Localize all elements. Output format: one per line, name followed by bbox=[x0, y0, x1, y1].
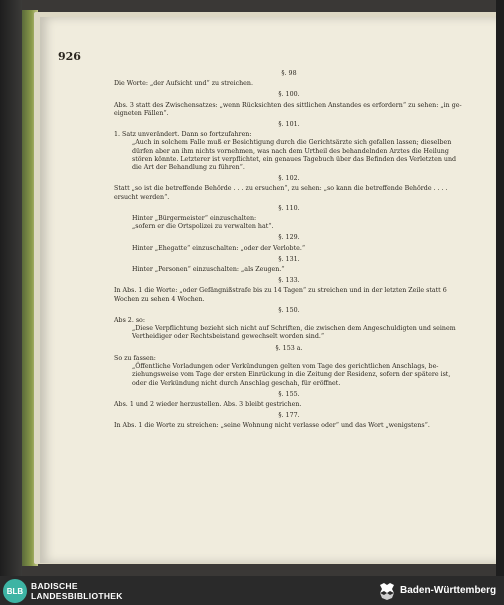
coat-of-arms-icon bbox=[377, 581, 397, 601]
state-name[interactable]: Baden-Württemberg bbox=[400, 585, 497, 596]
paragraph: Hinter „Ehegatte“ einzuschalten: „oder der Verlobte.“ bbox=[132, 244, 306, 252]
footer-bar bbox=[0, 576, 504, 605]
section-heading: §. 131. bbox=[278, 255, 300, 263]
scan-right-edge bbox=[496, 0, 504, 576]
paragraph: In Abs. 1 die Worte zu streichen: „seine Wohnung nicht verlasse oder“ und das Wort „wenigstens“. bbox=[114, 422, 430, 430]
section-heading: §. 150. bbox=[278, 306, 300, 314]
paragraph: 1. Satz unverändert. Dann so fortzufahren: bbox=[114, 131, 252, 139]
paragraph: Abs. 1 und 2 wieder herzustellen. Abs. 3 bleibt gestrichen. bbox=[114, 400, 302, 408]
library-name[interactable] bbox=[31, 581, 123, 601]
section-heading: §. 133. bbox=[278, 277, 300, 285]
section-heading: §. 153 a. bbox=[275, 344, 303, 352]
section-heading: §. 98 bbox=[281, 70, 297, 77]
book-cover-edge bbox=[0, 0, 22, 576]
page-text bbox=[114, 67, 464, 431]
section-heading: §. 101. bbox=[278, 121, 300, 129]
paragraph: So zu fassen: bbox=[114, 354, 156, 362]
section-heading: §. 102. bbox=[278, 175, 300, 183]
section-heading: §. 100. bbox=[278, 91, 300, 99]
paragraph: Hinter „Bürgermeister“ einzuschalten: bbox=[132, 215, 257, 223]
paragraph: Abs. 3 statt des Zwischensatzes: „wenn Rücksichten des sittlichen Anstandes es erfordern“ zu sehen: „in ge-eigneten Fällen“. bbox=[114, 101, 462, 117]
paragraph: „Diese Verpflichtung bezieht sich nicht auf Schriften, die zwischen dem Angeschuldigten und seinem Vertheidiger oder Rechtsbeistand gewechselt worden sind.“ bbox=[132, 325, 456, 341]
section-heading: §. 155. bbox=[278, 390, 300, 398]
paragraph: Abs 2. so: bbox=[114, 317, 145, 325]
paragraph: „Öffentliche Vorladungen oder Verkündungen gelten vom Tage des gerichtlichen Anschlags, be-ziehungsweise vom Tage der ersten Einrückung in die Zeitung der Residenz, sofern der spätere ist, oder die Verkündung nicht durch Anschlag geschah, für eröffnet. bbox=[132, 363, 451, 387]
paragraph: „Auch in solchem Falle muß er Besichtigung durch die Gerichtsärzte sich gefallen lassen; dieselben dürfen aber an ihm nichts vornehmen, was nach dem Urtheil des behandelnden Arztes die Heilung stören könnte. Letzterer ist verpflichtet, ein genaues Tagebuch über das Befinden des Verletzten und die Art der Behandlung zu führen“. bbox=[132, 139, 457, 172]
paragraph: Die Worte: „der Aufsicht und“ zu streichen. bbox=[114, 80, 253, 88]
paragraph: Hinter „Personen“ einzuschalten: „als Zeugen.“ bbox=[132, 266, 285, 274]
paragraph: In Abs. 1 die Worte: „oder Gefängnißstrafe bis zu 14 Tagen“ zu streichen und in der letzten Zeile statt 6 Wochen zu sehen 4 Wochen. bbox=[114, 287, 447, 303]
blb-logo-icon[interactable]: BLB bbox=[3, 579, 27, 603]
paragraph: „sofern er die Ortspolizei zu verwalten hat“. bbox=[132, 223, 274, 231]
page-number: 926 bbox=[58, 50, 81, 63]
paragraph: Statt „so ist die betreffende Behörde . . . zu ersuchen“, zu sehen: „so kann die betreffende Behörde . . . . ersucht werden“. bbox=[114, 185, 448, 201]
library-name-line2: LANDESBIBLIOTHEK bbox=[31, 591, 123, 601]
section-heading: §. 129. bbox=[278, 234, 300, 242]
section-heading: §. 177. bbox=[278, 412, 300, 420]
library-name-line1: BADISCHE bbox=[31, 581, 78, 591]
section-heading: §. 110. bbox=[278, 204, 300, 212]
